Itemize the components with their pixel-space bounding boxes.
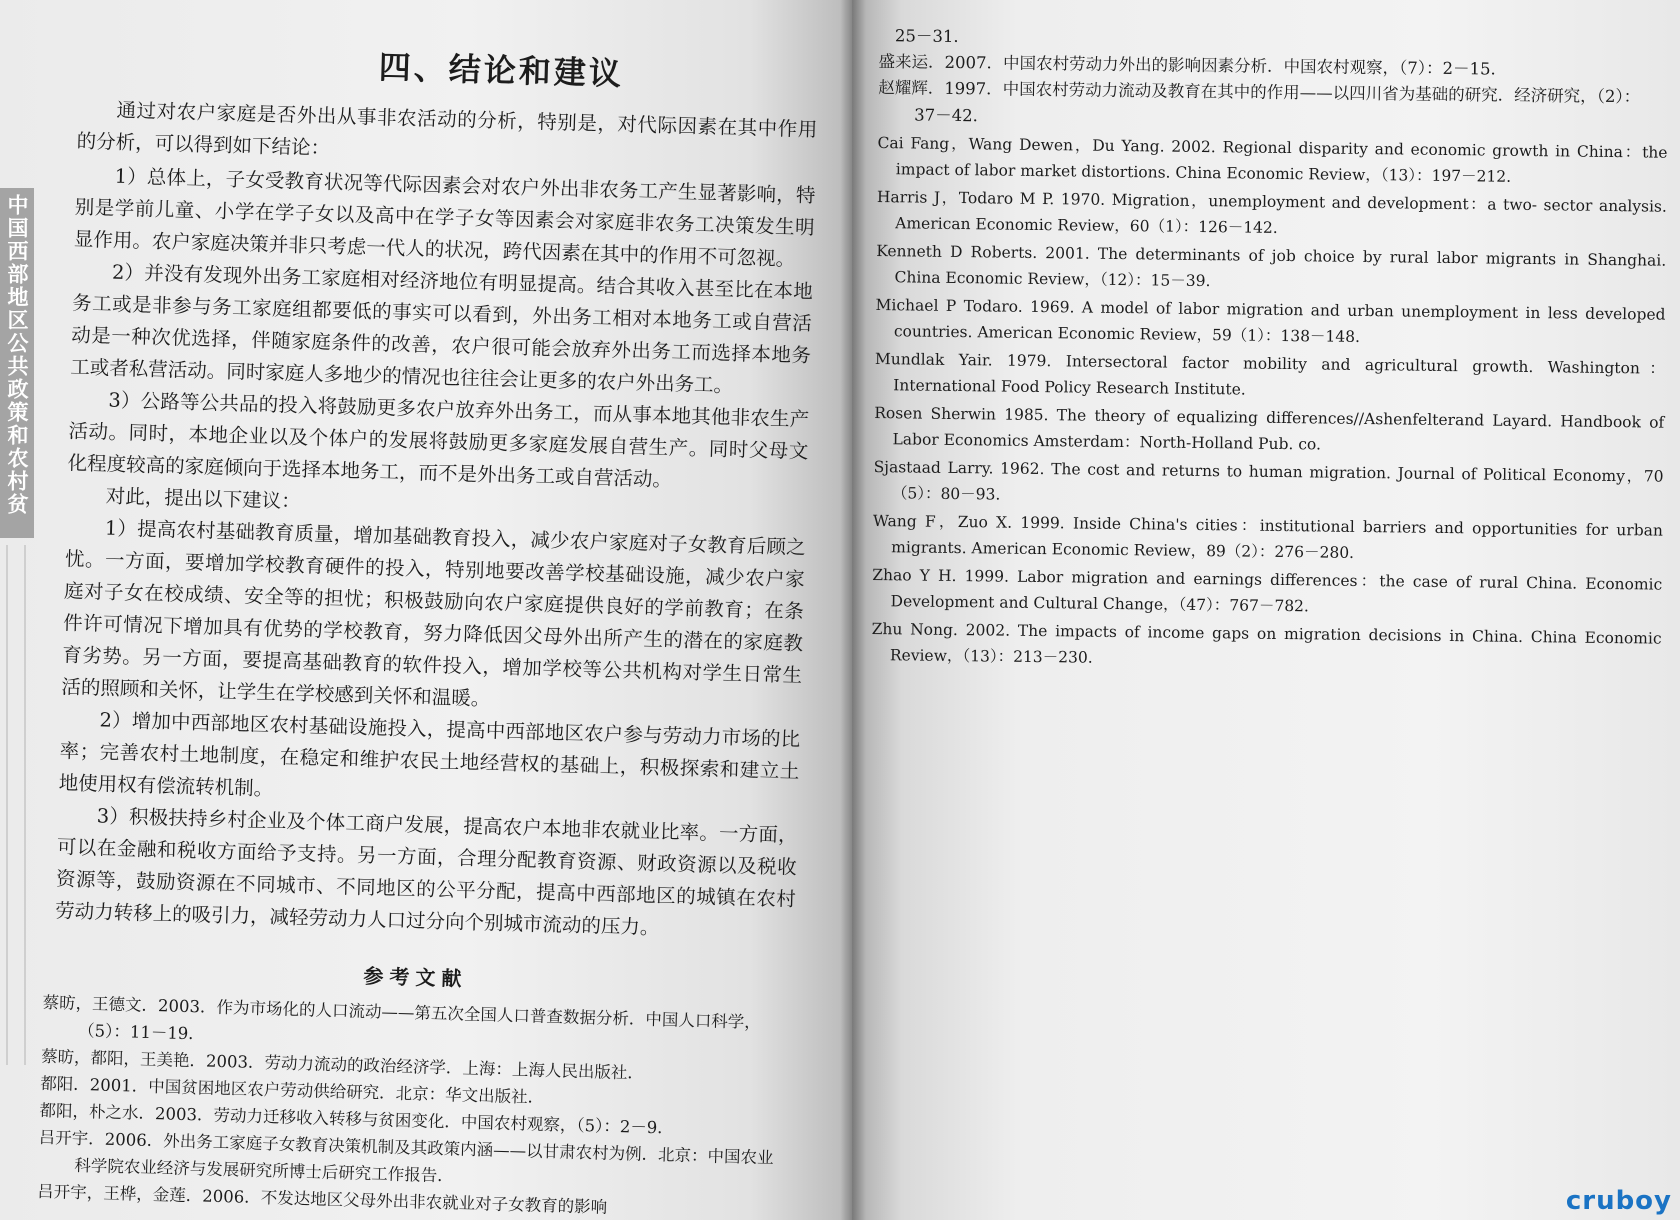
reference-en-4: Michael P Todaro. 1969. A model of labor migration and urban unemployment in less developed countries. American Economic Review，59（1）：138－148. bbox=[875, 296, 1666, 346]
reference-en-1: Cai Fang，Wang Dewen，Du Yang. 2002. Regional disparity and economic growth in China：the impact of labor market distortions. China Economic Review，（13）：197－212. bbox=[877, 134, 1668, 186]
right-page-text bbox=[871, 0, 1677, 667]
reference-en-6: Rosen Sherwin 1985. The theory of equalizing differences//Ashenfelterand Layard. Handbook of Labor Economics Amsterdam：North-Holland Pub. co. bbox=[874, 404, 1665, 454]
reference-cn-8: 赵耀辉．1997．中国农村劳动力流动及教育在其中的作用——以四川省为基础的研究．经济研究，（2）：37－42． bbox=[878, 78, 1641, 126]
paragraph-conclusion-1: 1）总体上，子女受教育状况等代际因素会对农户外出非农务工产生显著影响，特别是学前儿童、小学在学子女以及高中在学子女等因素会对家庭非农务工决策发生明显作用。农户家庭决策并非只考虑一代人的状况，跨代因素在其中的作用不可忽视。 bbox=[73, 164, 816, 271]
reference-en-5: Mundlak Yair. 1979. Intersectoral factor mobility and agricultural growth. Washington：International Food Policy Research Institute. bbox=[874, 350, 1665, 399]
reference-cn-6-cont: 25－31． bbox=[894, 26, 971, 47]
paragraph-intro: 通过对农户家庭是否外出从事非农活动的分析，特别是，对代际因素在其中作用的分析，可以得到如下结论： bbox=[76, 98, 818, 160]
paragraph-suggestion-2: 2）增加中西部地区农村基础设施投入，提高中西部地区农户参与劳动力市场的比率；完善农村土地制度，在稳定和维护农民土地经营权的基础上，积极探索和建立土地使用权有偿流转机制。 bbox=[58, 708, 801, 801]
paragraph-conclusion-2: 2）并没有发现外出务工家庭相对经济地位有明显提高。结合其收入甚至比在本地务工或是非参与务工家庭组都要低的事实可以看到，外出务工相对本地务工或自营活动是一种次优选择，伴随家庭条件的改善，农户很可能会放弃外出务工而选择本地务工或者私营活动。同时家庭人多地少的情况也往往会让更多的农户外出务工。 bbox=[70, 260, 814, 397]
book-spine-shadow bbox=[840, 0, 866, 1220]
reference-en-7: Sjastaad Larry. 1962. The cost and returns to human migration. Journal of Political Economy，70（5）：80－93. bbox=[873, 458, 1664, 504]
reference-en-9: Zhao Y H. 1999. Labor migration and earnings differences：the case of rural China. Economic Development and Cultural Change，（47）：767－782. bbox=[872, 566, 1663, 616]
paragraph-suggestion-intro: 对此，提出以下建议： bbox=[105, 484, 302, 513]
watermark-logo: cruboy bbox=[1565, 1186, 1672, 1216]
reference-cn-7: 盛来运．2007．中国农村劳动力外出的影响因素分析．中国农村观察，（7）：2－15． bbox=[878, 52, 1508, 79]
reference-cn-1: 蔡昉，王德文．2003．作为市场化的人口流动——第五次全国人口普查数据分析．中国人口科学，（5）：11－19． bbox=[42, 992, 762, 1044]
right-page bbox=[852, 0, 1680, 1220]
reference-en-2: Harris J，Todaro M P. 1970. Migration，unemployment and development：a two- sector analysis. American Economic Review，60（1）：126－142. bbox=[876, 188, 1667, 237]
reference-cn-3: 都阳．2001．中国贫困地区农户劳动供给研究．北京：华文出版社． bbox=[40, 1073, 545, 1107]
section-title: 四、结论和建议 bbox=[378, 47, 625, 93]
side-decoration bbox=[6, 545, 26, 1065]
references-heading: 参考文献 bbox=[363, 963, 468, 991]
reference-cn-2: 蔡昉，都阳，王美艳．2003．劳动力流动的政治经济学．上海：上海人民出版社． bbox=[40, 1046, 645, 1083]
reference-en-10: Zhu Nong. 2002. The impacts of income gaps on migration decisions in China. China Economic Review，（13）：213－230. bbox=[871, 619, 1662, 667]
reference-cn-4: 都阳，朴之水．2003．劳动力迁移收入转移与贫困变化．中国农村观察，（5）：2－9． bbox=[39, 1100, 675, 1138]
reference-cn-6: 吕开宇，王桦，金莲．2006．不发达地区父母外出非农就业对子女教育的影响 bbox=[37, 1181, 608, 1217]
paragraph-conclusion-3: 3）公路等公共品的投入将鼓励更多农户放弃外出务工，而从事本地其他非农生产活动。同时，本地企业以及个体户的发展将鼓励更多家庭发展自营生产。同时父母文化程度较高的家庭倾向于选择本地务工，而不是外出务工或自营活动。 bbox=[67, 388, 810, 492]
paragraph-suggestion-1: 1）提高农村基础教育质量，增加基础教育投入，减少农户家庭对子女教育后顾之忧。一方面，要增加学校教育硬件的投入，特别地要改善学校基础设施，减少农户家庭对子女在校成绩、安全等的担忧；积极鼓励向农户家庭提供良好的学前教育；在条件许可情况下增加具有优势的学校教育，努力降低因父母外出所产生的潜在的家庭教育劣势。另一方面，要提高基础教育的软件投入，增加学校等公共机构对学生日常生活的照顾和关怀，让学生在学校感到关怀和温暖。 bbox=[61, 516, 806, 711]
reference-cn-5: 吕开宇．2006．外出务工家庭子女教育决策机制及其政策内涵——以甘肃农村为例．北京：中国农业科学院农业经济与发展研究所博士后研究工作报告． bbox=[38, 1127, 774, 1186]
paragraph-suggestion-3: 3）积极扶持乡村企业及个体工商户发展，提高农户本地非农就业比率。一方面，可以在金融和税收方面给予支持。另一方面，合理分配教育资源、财政资源以及税收资源等，鼓励资源在不同城市、不同地区的公平分配，提高中西部地区的城镇在农村劳动力转移上的吸引力，减轻劳动力人口过分向个别城市流动的压力。 bbox=[54, 804, 798, 940]
journal-side-label: 中国西部地区公共政策和农村贫 bbox=[0, 188, 34, 538]
reference-en-8: Wang F，Zuo X. 1999. Inside China's cities：institutional barriers and opportunities for urban migrants. American Economic Review，89（2）：276－280. bbox=[872, 512, 1664, 562]
left-page-text bbox=[37, 0, 852, 1217]
reference-en-3: Kenneth D Roberts. 2001. The determinants of job choice by rural labor migrants in Shanghai. China Economic Review，（12）：15－39. bbox=[876, 242, 1667, 291]
